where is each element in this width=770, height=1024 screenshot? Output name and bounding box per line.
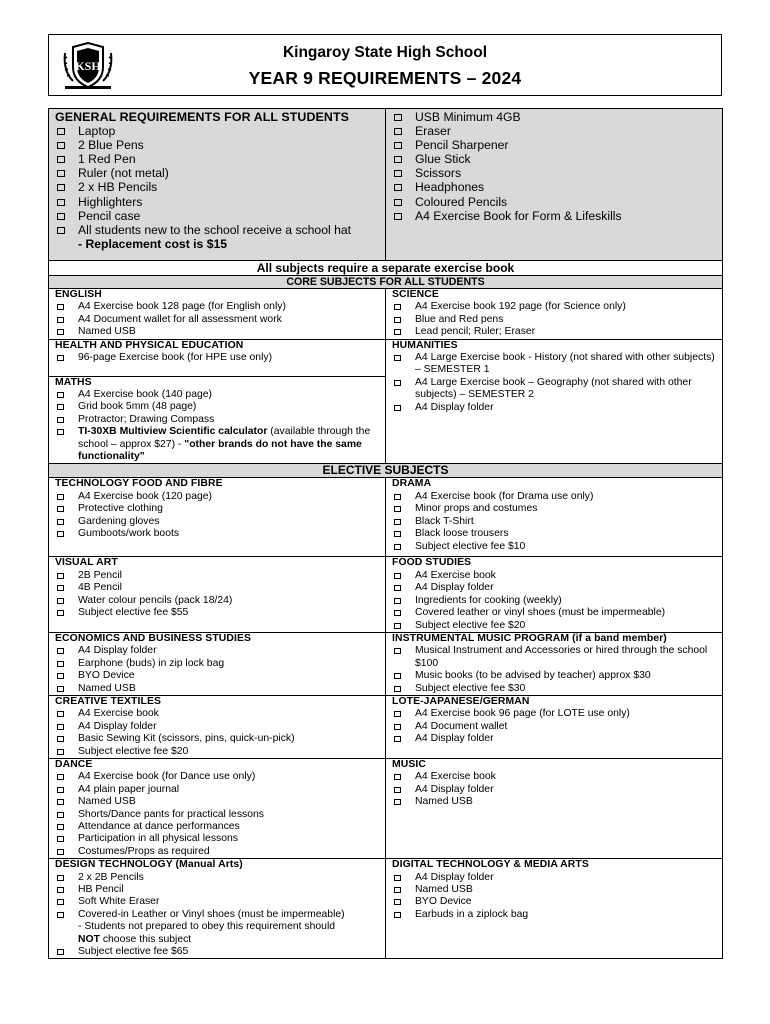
humanities-block <box>386 339 722 414</box>
elective-subjects-banner: ELECTIVE SUBJECTS <box>49 464 723 478</box>
maths-list <box>55 389 385 426</box>
list-item: 2 Blue Pens <box>55 138 385 152</box>
science-heading: SCIENCE <box>392 289 439 300</box>
english-heading: ENGLISH <box>55 289 102 300</box>
list-item: A4 Exercise book (for Dance use only) <box>55 771 385 783</box>
list-item: A4 Display folder <box>392 872 722 884</box>
food-studies-cell <box>386 557 723 632</box>
science-list <box>392 301 722 338</box>
requirements-page <box>48 34 722 959</box>
digital-tech-cell <box>386 859 723 959</box>
list-item: Subject elective fee $20 <box>55 746 385 758</box>
list-item: Gumboots/work boots <box>55 528 385 540</box>
section-heading: MUSIC <box>392 758 426 770</box>
list-item: 4B Pencil <box>55 582 385 594</box>
list-item: Named USB <box>55 683 385 695</box>
list-item: Gardening gloves <box>55 516 385 528</box>
svg-text:KSH: KSH <box>75 59 101 73</box>
list-item: A4 Exercise book 192 page (for Science only) <box>392 301 722 313</box>
list-item: 2 x 2B Pencils <box>55 872 385 884</box>
list-item: Earphone (buds) in zip lock bag <box>55 658 385 670</box>
list-item: A4 Display folder <box>392 784 722 796</box>
list-item: A4 Exercise book (120 page) <box>55 491 385 503</box>
design-tech-fee: Subject elective fee $65 <box>55 946 385 958</box>
list-item: BYO Device <box>392 896 722 908</box>
list-item: Pencil case <box>55 209 385 223</box>
list-item: Costumes/Props as required <box>55 846 385 858</box>
visual-art-cell <box>49 557 386 632</box>
list-item: Glue Stick <box>392 152 722 166</box>
general-left-cell <box>49 109 386 261</box>
section-heading: INSTRUMENTAL MUSIC PROGRAM (if a band member) <box>392 632 667 644</box>
section-heading: LOTE-JAPANESE/GERMAN <box>392 695 530 707</box>
list-item: A4 Display folder <box>55 721 385 733</box>
list-item: Participation in all physical lessons <box>55 833 385 845</box>
section-heading: DRAMA <box>392 478 432 490</box>
general-right-cell <box>386 109 723 261</box>
drama-cell <box>386 478 723 557</box>
section-heading: FOOD STUDIES <box>392 557 472 569</box>
list-item: 2B Pencil <box>55 570 385 582</box>
list-item: Subject elective fee $20 <box>392 620 722 632</box>
list-item: Covered leather or vinyl shoes (must be impermeable) <box>392 607 722 619</box>
list-item: 96-page Exercise book (for HPE use only) <box>55 352 385 364</box>
list-item: Water colour pencils (pack 18/24) <box>55 595 385 607</box>
list-item: Shorts/Dance pants for practical lessons <box>55 809 385 821</box>
section-heading: VISUAL ART <box>55 557 118 569</box>
music-cell <box>386 758 723 858</box>
core-subjects-banner: CORE SUBJECTS FOR ALL STUDENTS <box>49 276 723 289</box>
list-item: Earbuds in a ziplock bag <box>392 909 722 921</box>
list-item: Laptop <box>55 124 385 138</box>
list-item: Ruler (not metal) <box>55 166 385 180</box>
list-item: A4 Exercise book (140 page) <box>55 389 385 401</box>
list-item: Protective clothing <box>55 503 385 515</box>
general-heading: GENERAL REQUIREMENTS FOR ALL STUDENTS <box>55 110 349 124</box>
list-item: Lead pencil; Ruler; Eraser <box>392 326 722 338</box>
section-heading: DANCE <box>55 758 93 770</box>
calculator-item: TI-30XB Multiview Scientific calculator (available through the school – approx $27) - "other brands do not have the same functionality" <box>55 426 385 463</box>
list-item: A4 plain paper journal <box>55 784 385 796</box>
list-item: A4 Document wallet for all assessment work <box>55 314 385 326</box>
list-item: 2 x HB Pencils <box>55 180 385 194</box>
humanities-heading: HUMANITIES <box>392 339 458 351</box>
list-item: Named USB <box>392 884 722 896</box>
section-heading: TECHNOLOGY FOOD AND FIBRE <box>55 478 223 490</box>
list-item: A4 Display folder <box>55 645 385 657</box>
hpe-list <box>55 352 385 364</box>
list-item: A4 Large Exercise book - History (not shared with other subjects) – SEMESTER 1 <box>392 352 722 377</box>
list-item: Soft White Eraser <box>55 896 385 908</box>
document-header <box>48 34 722 96</box>
list-item: A4 Display folder <box>392 582 722 594</box>
list-item: Subject elective fee $30 <box>392 683 722 695</box>
list-item: A4 Exercise book (for Drama use only) <box>392 491 722 503</box>
list-item: Subject elective fee $10 <box>392 541 722 553</box>
section-heading: ECONOMICS AND BUSINESS STUDIES <box>55 632 252 644</box>
list-item: A4 Exercise book <box>55 708 385 720</box>
general-left-list <box>55 124 385 237</box>
science-humanities-cell <box>386 289 723 464</box>
hpe-cell <box>49 339 386 376</box>
hat-note: - Replacement cost is $15 <box>78 236 228 251</box>
list-item: Headphones <box>392 180 722 194</box>
requirements-table <box>48 108 723 959</box>
list-item: A4 Display folder <box>392 733 722 745</box>
list-item: Musical Instrument and Accessories or hired through the school $100 <box>392 645 722 670</box>
list-item: Minor props and costumes <box>392 503 722 515</box>
list-item: A4 Exercise book <box>392 771 722 783</box>
list-item: A4 Large Exercise book – Geography (not shared with other subjects) – SEMESTER 2 <box>392 377 722 402</box>
list-item: Black loose trousers <box>392 528 722 540</box>
list-item: BYO Device <box>55 670 385 682</box>
list-item: A4 Document wallet <box>392 721 722 733</box>
list-item: Subject elective fee $55 <box>55 607 385 619</box>
list-item: Named USB <box>55 326 385 338</box>
english-cell <box>49 289 386 340</box>
list-item: A4 Exercise book 96 page (for LOTE use only) <box>392 708 722 720</box>
list-item: Named USB <box>392 796 722 808</box>
list-item: Pencil Sharpener <box>392 138 722 152</box>
page-title: YEAR 9 REQUIREMENTS – 2024 <box>248 68 522 88</box>
list-item: 1 Red Pen <box>55 152 385 166</box>
list-item: A4 Display folder <box>392 402 722 414</box>
list-item: Basic Sewing Kit (scissors, pins, quick-un-pick) <box>55 733 385 745</box>
list-item: Eraser <box>392 124 722 138</box>
tech-food-cell <box>49 478 386 557</box>
list-item: A4 Exercise book <box>392 570 722 582</box>
list-item: Blue and Red pens <box>392 314 722 326</box>
list-item: A4 Exercise Book for Form & Lifeskills <box>392 209 722 223</box>
section-heading: DESIGN TECHNOLOGY (Manual Arts) <box>55 859 243 871</box>
dance-cell <box>49 758 386 858</box>
maths-heading: MATHS <box>55 376 92 388</box>
music-program-cell <box>386 632 723 695</box>
list-item: Highlighters <box>55 195 385 209</box>
school-name: Kingaroy State High School <box>282 44 488 61</box>
lote-cell <box>386 695 723 758</box>
list-item: Protractor; Drawing Compass <box>55 414 385 426</box>
textiles-cell <box>49 695 386 758</box>
list-item: Covered-in Leather or Vinyl shoes (must be impermeable) <box>55 909 385 921</box>
list-item: Black T-Shirt <box>392 516 722 528</box>
design-tech-note: - Students not prepared to obey this requirement should NOT choose this subject <box>78 921 336 945</box>
humanities-list <box>392 352 722 414</box>
list-item: A4 Exercise book 128 page (for English only) <box>55 301 385 313</box>
exercise-book-banner: All subjects require a separate exercise book <box>49 261 723 276</box>
list-item: All students new to the school receive a school hat <box>55 223 385 237</box>
hpe-heading: HEALTH AND PHYSICAL EDUCATION <box>55 339 244 351</box>
design-tech-cell <box>49 859 386 959</box>
list-item: Attendance at dance performances <box>55 821 385 833</box>
english-list <box>55 301 385 338</box>
general-right-list <box>392 110 722 223</box>
list-item: Scissors <box>392 166 722 180</box>
list-item: Ingredients for cooking (weekly) <box>392 595 722 607</box>
list-item: Named USB <box>55 796 385 808</box>
list-item: Music books (to be advised by teacher) approx $30 <box>392 670 722 682</box>
list-item: Coloured Pencils <box>392 195 722 209</box>
list-item: HB Pencil <box>55 884 385 896</box>
economics-cell <box>49 632 386 695</box>
section-heading: DIGITAL TECHNOLOGY & MEDIA ARTS <box>392 859 589 871</box>
maths-cell <box>49 376 386 464</box>
section-heading: CREATIVE TEXTILES <box>55 695 162 707</box>
list-item: USB Minimum 4GB <box>392 110 722 124</box>
list-item: Grid book 5mm (48 page) <box>55 401 385 413</box>
